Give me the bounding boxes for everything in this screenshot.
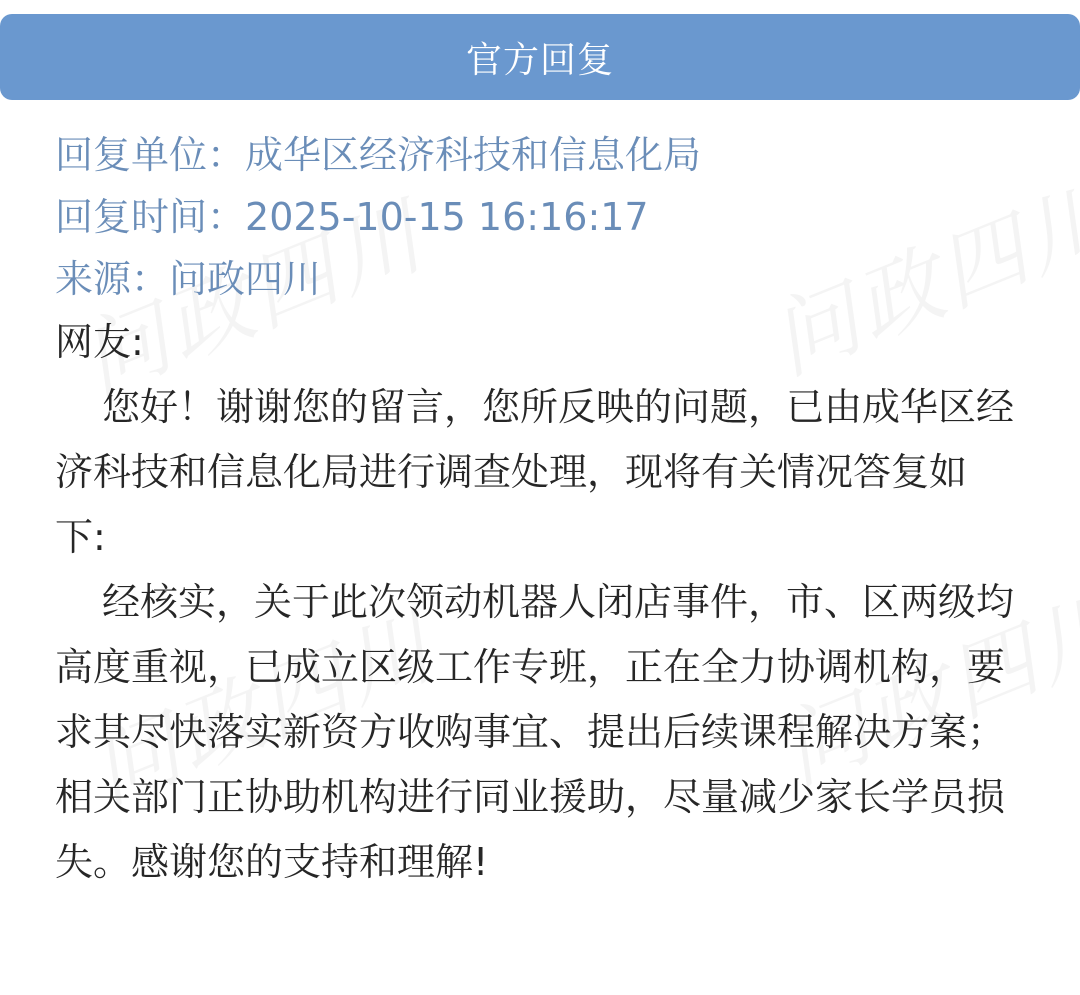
reply-paragraph: 经核实，关于此次领动机器人闭店事件，市、区两级均高度重视，已成立区级工作专班，正在全力协调机构，要求其尽快落实新资方收购事宜、提出后续课程解决方案；相关部门正协助机构进行同业援助，尽量减少家长学员损失。感谢您的支持和理解! <box>55 580 1015 884</box>
reply-unit-label: 回复单位： <box>55 133 246 177</box>
reply-time-line <box>55 186 1015 248</box>
reply-body <box>55 310 1015 895</box>
header-title: 官方回复 <box>465 39 614 81</box>
reply-content <box>55 124 1015 895</box>
greeting: 网友: <box>55 320 144 364</box>
official-reply-header <box>0 14 1080 100</box>
reply-unit-line <box>55 124 1015 186</box>
source-label: 来源： <box>55 257 170 301</box>
reply-unit-value: 成华区经济科技和信息化局 <box>245 133 702 177</box>
reply-time-value: 2025-10-15 16:16:17 <box>245 195 649 239</box>
reply-paragraph: 您好！谢谢您的留言，您所反映的问题，已由成华区经济科技和信息化局进行调查处理，现将有关情况答复如下: <box>55 385 1015 559</box>
source-line <box>55 248 1015 310</box>
source-value: 问政四川 <box>169 257 322 301</box>
reply-time-label: 回复时间： <box>55 195 246 239</box>
